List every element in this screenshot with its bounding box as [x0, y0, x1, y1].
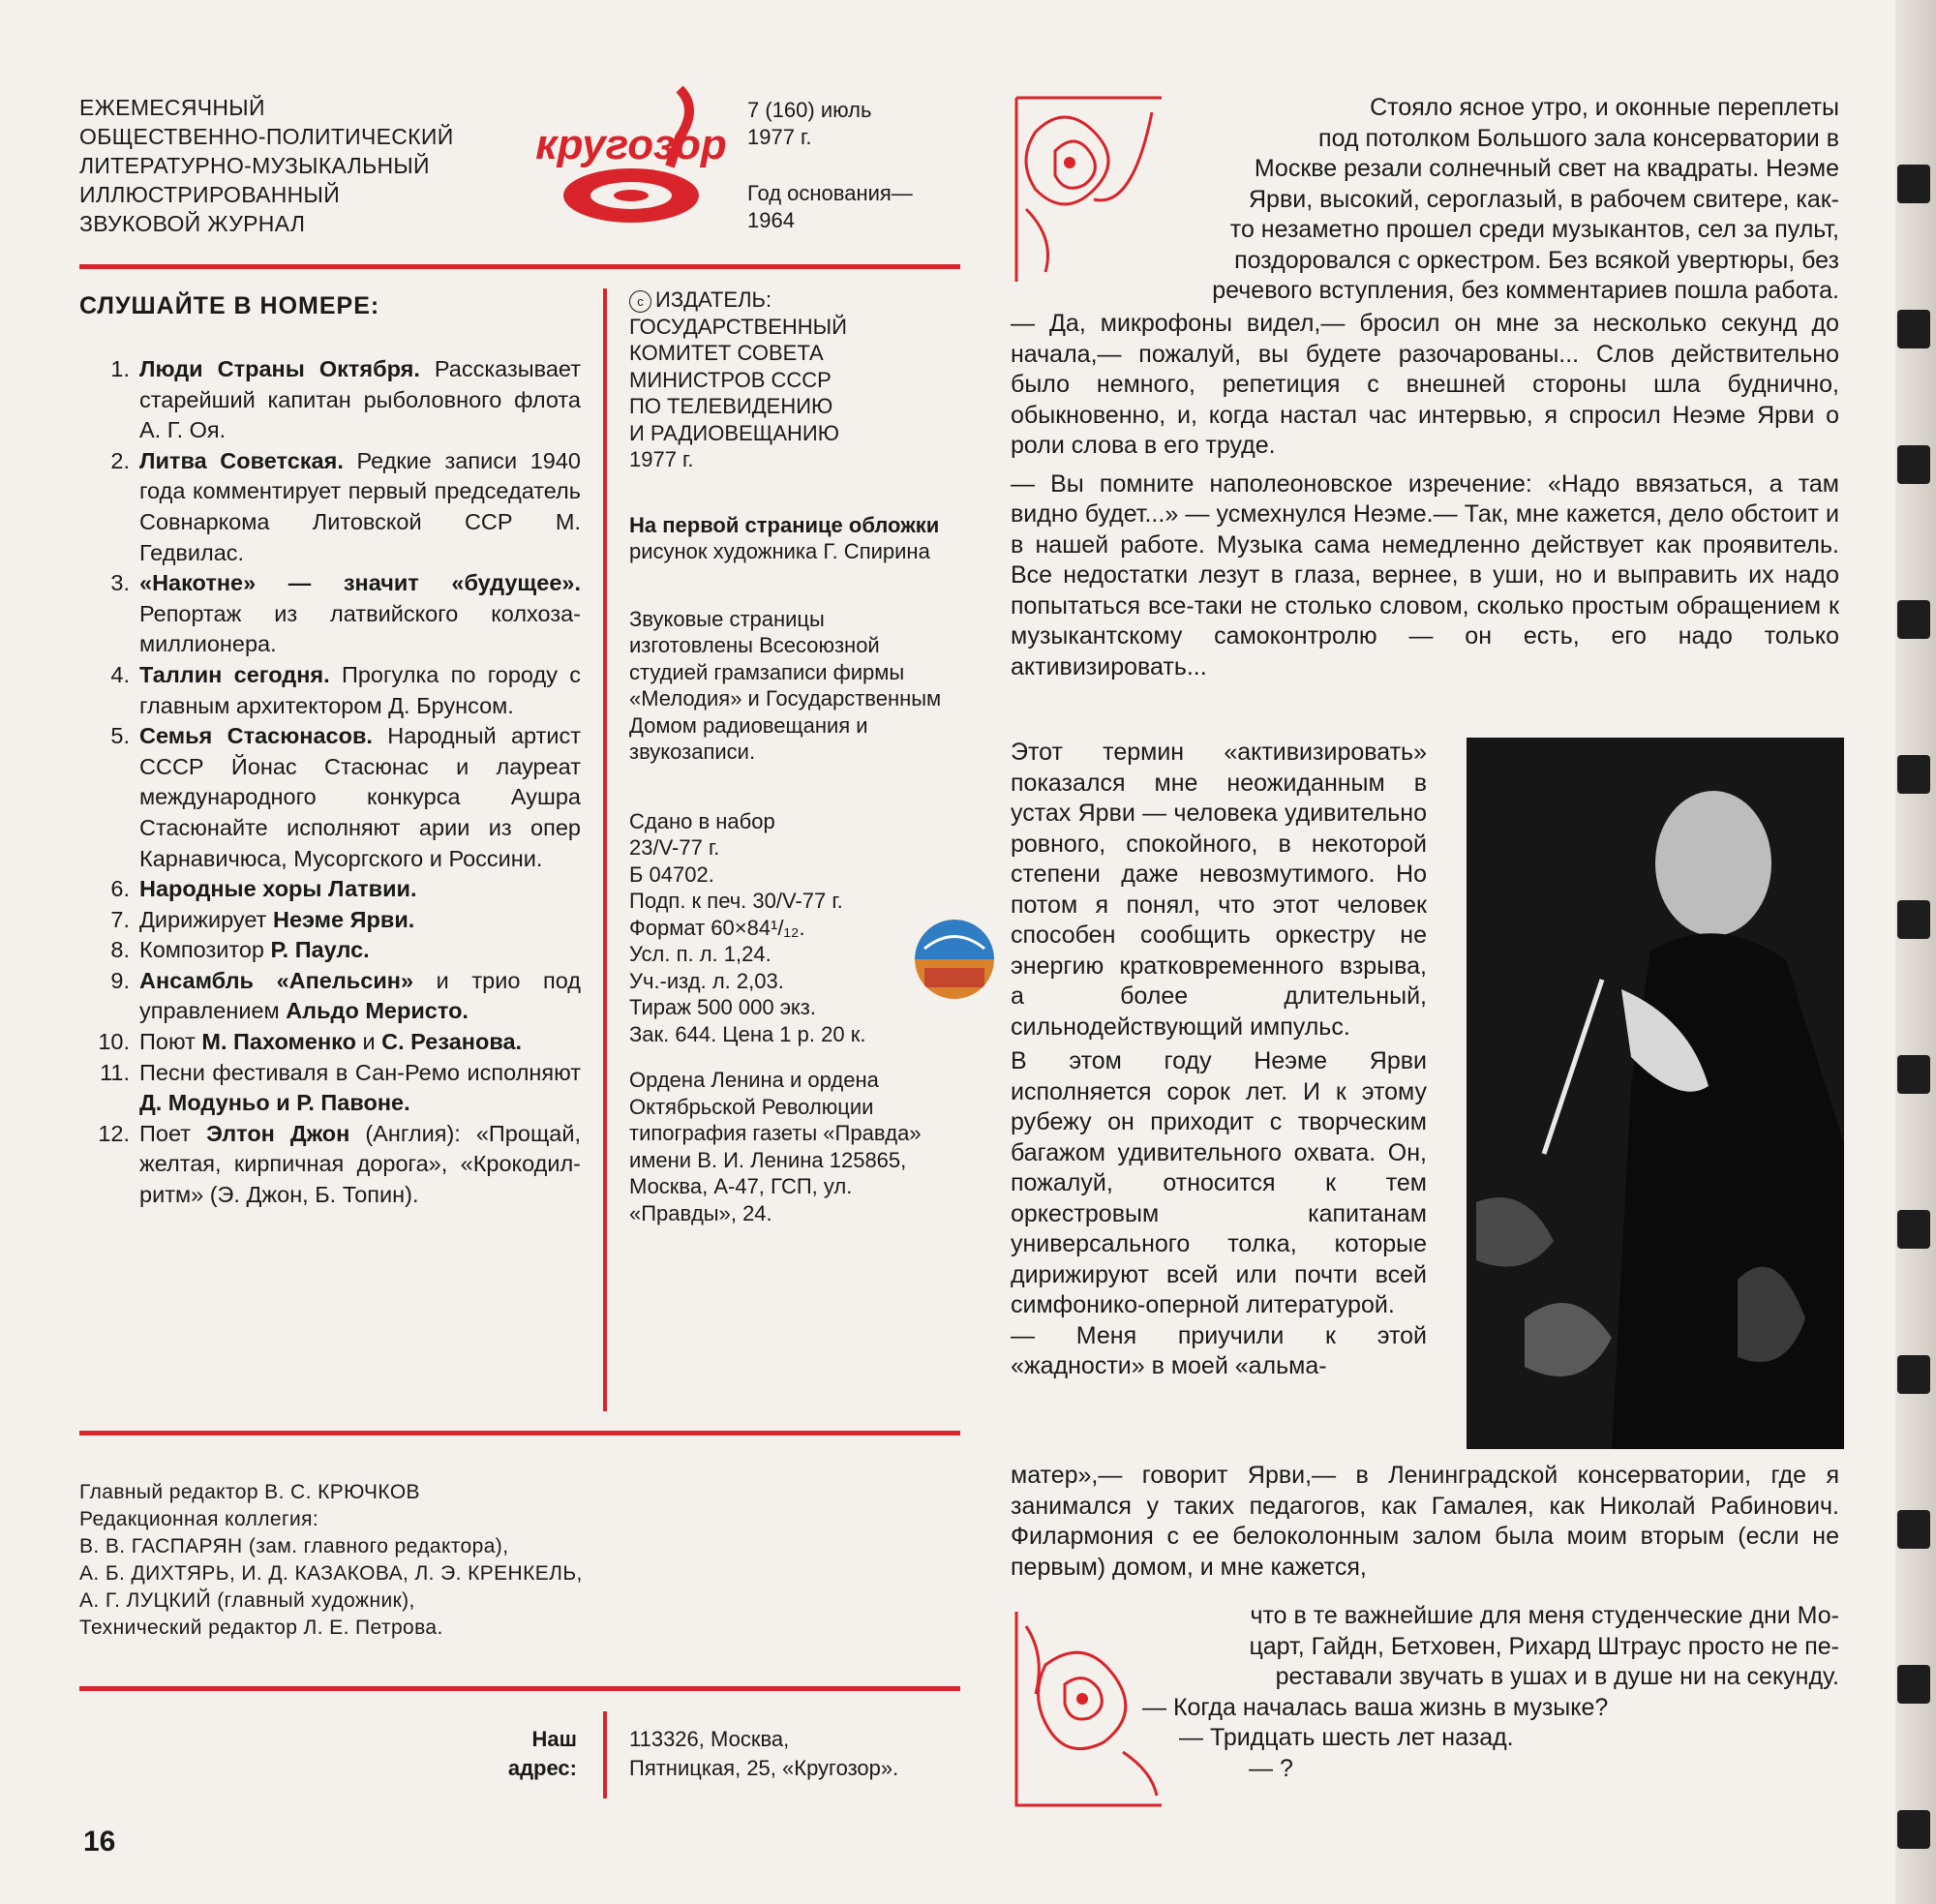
logo-wordmark: кругозор [535, 121, 727, 168]
founded-info: Год основания— 1964 [747, 181, 913, 232]
binding-hole [1897, 755, 1930, 794]
sound-pages-credit: Звуковые страницы изготовлены Всесоюзной студией грамзаписи фирмы «Мелодия» и Государственным Домом радиовещания и звукозаписи. [629, 606, 942, 764]
header-divider [79, 264, 960, 269]
print-details: Сдано в набор 23/V-77 г. Б 04702. Подп. к печ. 30/V-77 г. Формат 60×84¹/₁₂. Усл. п. л. 1,24. Уч.-изд. л. 2,03. Тираж 500 000 экз. Зак. 644. Цена 1 р. 20 к. [629, 808, 866, 1046]
list-item: 7. Дирижирует Неэме Ярви. [110, 906, 415, 932]
binding-hole [1897, 1665, 1930, 1704]
article-body-top: — Да, микрофоны видел,— бросил он мне за несколько секунд до начала,— пожалуй, вы будете разочарованы... Слов действительно было немного, репетиция с внешней стороны шла буднично, обыкновенно, и, когда настал час интервью, я спросил Неэме Ярви о роли слова в его труде. — Вы помните наполеоновское изречение: «Надо ввязаться, а там видно будет...» — усмехнулся Неэме.— Так, мне кажется, дело обстоит и в нашей работе. Музыка сама немедленно действует как проявитель. Все недостатки лезут в глаза, вернее, в уши, но и выправить их надо попытаться все-таки не столько словом, сколько простым обращением к музыкантскому самоконтролю — он есть, его надо только активизировать... [1011, 310, 1839, 680]
list-item: 8. Композитор Р. Паулс. [110, 937, 370, 963]
krugozor-logo [534, 70, 728, 234]
binding-hole [1897, 900, 1930, 939]
binding-hole [1897, 1210, 1930, 1249]
magazine-description: ЕЖЕМЕСЯЧНЫЙ ОБЩЕСТВЕННО-ПОЛИТИЧЕСКИЙ ЛИТЕРАТУРНО-МУЗЫКАЛЬНЫЙ ИЛЛЮСТРИРОВАННЫЙ ЗВУКОВОЙ ЖУРНАЛ [79, 95, 454, 236]
binding-hole [1897, 600, 1930, 639]
address-text: 113326, Москва, Пятницкая, 25, «Кругозор». [629, 1727, 899, 1780]
list-item: 11. Песни фестиваля в Сан-Ремо исполняют Д. Модуньо и Р. Павоне. [100, 1059, 581, 1116]
list-item: 3. «Накотне» — значит «будущее». Репортаж из латвийского колхоза-миллионера. [110, 570, 581, 657]
printer-info: Ордена Ленина и ордена Октябрьской Революции типография газеты «Правда» имени В. И. Ленина 125865, Москва, А-47, ГСП, ул. «Правды», 24. [629, 1068, 922, 1225]
publisher-info: c ИЗДАТЕЛЬ: ГОСУДАРСТВЕННЫЙ КОМИТЕТ СОВЕТА МИНИСТРОВ СССР ПО ТЕЛЕВИДЕНИЮ И РАДИОВЕЩАНИЮ 1977 г. [629, 287, 847, 471]
contents-divider [79, 1431, 960, 1436]
article-body-middle: Этот термин «активизировать» показался мне неожиданным в устах Ярви — человека удивительно ровного, спокойного, в некоторой степени даже невозмутимого. Но потом я понял, что этот человек способен сообщить оркестру не энергию кратковременного взрыва, а более длительный, сильнодействующий импульс. В этом году Неэме Ярви исполняется сорок лет. И к этому рубежу он приходит с творческим багажом удивительного охвата. Он, пожалуй, относится к тем оркестровым капитанам универсального толка, которые дирижируют всей или почти всей симфонико-оперной литературой. — Меня приучили к этой «жадности» в моей «альма- [1011, 739, 1427, 1379]
list-item: 9. Ансамбль «Апельсин» и трио под управлением Альдо Меристо. [110, 967, 582, 1024]
article-ending: что в те важнейшие для меня студенческие дни Мо- царт, Гайдн, Бетховен, Рихард Штраус просто не пе- реставали звучать в ушах и в душе ни на секунду. — Когда началась ваша жизнь в музыке? — Тридцать шесть лет назад. — ? [1142, 1602, 1839, 1782]
binding-hole [1897, 1510, 1930, 1549]
binding-strip [1895, 0, 1936, 1904]
list-item: 1. Люди Страны Октября. Рассказывает старейший капитан рыболовного флота А. Г. Оя. [110, 356, 581, 443]
address-label: Наш адрес: [507, 1727, 577, 1780]
list-item: 5. Семья Стасюнасов. Народный артист СССР Йонас Стасюнас и лауреат международного конкурса Аушра Стасюнайте исполняют арии из опер Карнавичюса, Мусоргского и Россини. [110, 723, 581, 871]
issue-info: 7 (160) июль 1977 г. [747, 98, 872, 149]
address-divider [603, 1711, 607, 1798]
editorial-board: Главный редактор В. С. КРЮЧКОВ Редакционная коллегия: В. В. ГАСПАРЯН (зам. главного редактора), А. Б. ДИХТЯРЬ, И. Д. КАЗАКОВА, Л. Э. КРЕНКЕЛЬ, А. Г. ЛУЦКИЙ (главный художник), Технический редактор Л. Е. Петрова. [79, 1481, 583, 1639]
binding-hole [1897, 445, 1930, 484]
editorial-divider [79, 1686, 960, 1691]
publisher-column [629, 287, 949, 1246]
cover-credit: На первой странице обложки рисунок художника Г. Спирина [629, 512, 940, 563]
list-item: 12. Поет Элтон Джон (Англия): «Прощай, желтая, кирпичная дорога», «Крокодил-ритм» (Э. Джон, Б. Топин). [98, 1120, 581, 1208]
column-divider [603, 288, 607, 1411]
binding-hole [1897, 1355, 1930, 1394]
list-item: 4. Таллин сегодня. Прогулка по городу с главным архитектором Д. Брунсом. [110, 661, 581, 718]
article-body-bottom: матер»,— говорит Ярви,— в Ленинградской консерватории, где я занимался у таких педагогов, как Гамалея, как Николай Рабинович. Филармония с ее белоколонным залом была моим вторым (если не первым) домом, и мне кажется, [1011, 1462, 1839, 1581]
binding-hole [1897, 310, 1930, 348]
list-item: 2. Литва Советская. Редкие записи 1940 года комментирует первый председатель Совнаркома Литовской ССР М. Гедвилас. [110, 447, 581, 565]
list-item: 10. Поют М. Пахоменко и С. Резанова. [98, 1029, 523, 1055]
conductor-photo [1467, 738, 1844, 1449]
binding-hole [1897, 1810, 1930, 1849]
binding-hole [1897, 165, 1930, 203]
copyright-icon: c [629, 290, 651, 313]
contents-list [79, 354, 581, 1211]
list-item: 6. Народные хоры Латвии. [110, 876, 417, 902]
article-intro: Стояло ясное утро, и оконные переплеты под потолком Большого зала консерватории в Москве резали солнечный свет на квадраты. Неэме Ярви, высокий, сероглазый, в рабочем свитере, как- то незаметно прошел среди музыкантов, сел за пульт, поздоровался с оркестром. Без всякой увертюры, без речевого вступления, без комментариев пошла работа. [1212, 94, 1839, 304]
flexi-disc-badge [915, 920, 994, 999]
binding-hole [1897, 1055, 1930, 1094]
contents-heading: СЛУШАЙТЕ В НОМЕРЕ: [79, 292, 380, 319]
page-number: 16 [83, 1826, 116, 1858]
